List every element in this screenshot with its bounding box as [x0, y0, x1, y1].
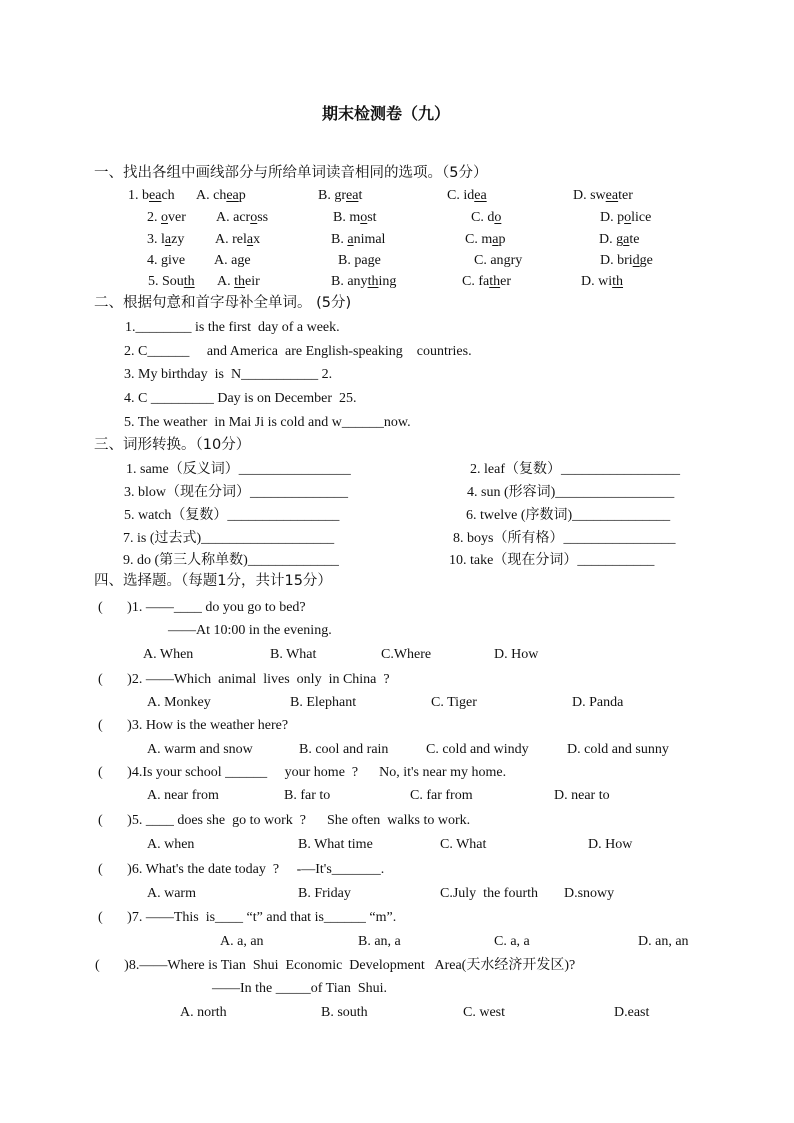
phonics-option: A. age	[214, 253, 251, 268]
underlined-letters: o	[250, 210, 258, 225]
answer-option: A. when	[147, 837, 195, 852]
answer-option: C.July the fourth	[440, 886, 538, 901]
section-2-heading: 二、根据句意和首字母补全单词。 (5分)	[94, 295, 352, 311]
word-form-item: 4. sun (形容词)_________________	[467, 485, 675, 500]
word-form-item: 6. twelve (序数词)______________	[466, 508, 671, 523]
phonics-option: B. page	[338, 253, 381, 268]
underlined-letters: o	[161, 210, 168, 225]
phonics-option: A. across	[216, 210, 269, 225]
underlined-letters: ea	[226, 188, 239, 203]
underlined-letters: o	[360, 210, 368, 225]
answer-option: B. Elephant	[290, 695, 357, 710]
phonics-option: C. idea	[447, 188, 487, 203]
word-form-item: 10. take（现在分词）___________	[449, 553, 655, 568]
word-form-item: 7. is (过去式)___________________	[123, 531, 335, 546]
underlined-letters: g	[503, 253, 511, 268]
phonics-option: A. cheap	[196, 188, 246, 203]
word-form-item: 8. boys（所有格）________________	[453, 531, 676, 546]
answer-option: B. Friday	[298, 886, 351, 901]
underlined-letters: th	[489, 274, 501, 289]
underlined-letters: a	[164, 232, 172, 247]
underlined-letters: a	[246, 232, 254, 247]
answer-option: A. Monkey	[147, 695, 211, 710]
answer-option: A. warm	[147, 886, 196, 901]
phonics-option: C. map	[465, 232, 506, 247]
underlined-letters: ea	[149, 188, 162, 203]
phonics-option: D. gate	[599, 232, 640, 247]
question-stem: ( )6. What's the date today ? -—It's_______.	[98, 862, 385, 877]
answer-option: B. cool and rain	[299, 742, 389, 757]
phonics-option: D. with	[581, 274, 624, 289]
question-stem: ( )8.——Where is Tian Shui Economic Development Area(天水经济开发区)?	[95, 958, 576, 973]
underlined-letters: o	[624, 210, 632, 225]
phonics-option: C. angry	[474, 253, 523, 268]
word-form-item: 2. leaf（复数）_________________	[470, 462, 680, 477]
question-stem: ( )3. How is the weather here?	[98, 718, 289, 733]
underlined-letters: th	[183, 274, 195, 289]
word-form-item: 3. blow（现在分词）______________	[124, 485, 348, 500]
underlined-letters: ea	[605, 188, 619, 203]
underlined-letters: g	[237, 253, 245, 268]
question-stem: ( )2. ——Which animal lives only in China ?	[98, 672, 390, 687]
fill-word-item: 5. The weather in Mai Ji is cold and w______now.	[124, 415, 411, 430]
answer-blank: ___________	[241, 367, 319, 382]
answer-option: C. a, a	[494, 934, 530, 949]
answer-option: C. What	[440, 837, 487, 852]
question-stem-continued: ——At 10:00 in the evening.	[168, 623, 332, 638]
answer-option: B. an, a	[358, 934, 401, 949]
phonics-option: B. anything	[331, 274, 397, 289]
answer-option: B. What time	[298, 837, 373, 852]
phonics-option: C. father	[462, 274, 511, 289]
phonics-option: D. police	[600, 210, 652, 225]
phonics-word: 5. South	[148, 274, 195, 289]
answer-blank: ______	[147, 344, 190, 359]
phonics-option: A. relax	[215, 232, 261, 247]
section-1-heading: 一、找出各组中画线部分与所给单词读音相同的选项。（5分）	[94, 165, 488, 181]
answer-option: C.Where	[381, 647, 432, 662]
phonics-word: 3. lazy	[147, 232, 185, 247]
underlined-letters: g	[161, 253, 168, 268]
answer-option: D. Panda	[572, 695, 624, 710]
phonics-option: B. animal	[331, 232, 386, 247]
underlined-letters: th	[234, 274, 246, 289]
underlined-letters: th	[367, 274, 379, 289]
question-stem: ( )5. ____ does she go to work ? She often walks to work.	[98, 813, 471, 828]
underlined-letters: a	[347, 232, 354, 247]
answer-option: D. cold and sunny	[567, 742, 669, 757]
answer-blank: ________	[135, 320, 192, 335]
page-title: 期末检测卷（九）	[322, 106, 451, 123]
phonics-option: D. bridge	[600, 253, 653, 268]
answer-option: A. When	[143, 647, 194, 662]
phonics-word: 2. over	[147, 210, 186, 225]
phonics-option: D. sweater	[573, 188, 633, 203]
phonics-option: B. great	[318, 188, 363, 203]
underlined-letters: a	[492, 232, 499, 247]
underlined-letters: th	[612, 274, 624, 289]
answer-option: D. an, an	[638, 934, 689, 949]
underlined-letters: d	[632, 253, 640, 268]
answer-option: B. What	[270, 647, 317, 662]
word-form-item: 9. do (第三人称单数)_____________	[123, 553, 339, 568]
answer-option: C. Tiger	[431, 695, 477, 710]
question-stem: ( )1. ——____ do you go to bed?	[98, 600, 306, 615]
answer-blank: ______	[341, 415, 384, 430]
underlined-letters: ea	[346, 188, 359, 203]
underlined-letters: g	[367, 253, 375, 268]
phonics-word: 4. give	[147, 253, 186, 268]
word-form-item: 1. same（反义词）________________	[126, 462, 351, 477]
phonics-option: C. do	[471, 210, 502, 225]
answer-option: B. far to	[284, 788, 331, 803]
underlined-letters: a	[623, 232, 630, 247]
question-stem: ( )7. ——This is____ “t” and that is______ “m”.	[98, 910, 397, 925]
answer-option: D. How	[588, 837, 633, 852]
question-stem-continued: ——In the _____of Tian Shui.	[212, 981, 388, 996]
fill-word-item: 1.________ is the first day of a week.	[125, 320, 340, 335]
underlined-letters: o	[494, 210, 502, 225]
section-4-heading: 四、选择题。（每题1分，共计15分）	[94, 573, 332, 589]
answer-option: C. cold and windy	[426, 742, 529, 757]
answer-option: B. south	[321, 1005, 368, 1020]
answer-option: D.east	[614, 1005, 650, 1020]
answer-option: A. warm and snow	[147, 742, 253, 757]
word-form-item: 5. watch（复数）________________	[124, 508, 340, 523]
answer-option: C. west	[463, 1005, 505, 1020]
answer-option: A. near from	[147, 788, 219, 803]
section-3-heading: 三、词形转换。（10分）	[94, 437, 251, 453]
answer-option: C. far from	[410, 788, 473, 803]
answer-option: A. a, an	[220, 934, 264, 949]
phonics-option: A. their	[217, 274, 260, 289]
question-stem: ( )4.Is your school ______ your home ? No, it's near my home.	[98, 765, 507, 780]
fill-word-item: 4. C _________ Day is on December 25.	[124, 391, 357, 406]
underlined-letters: ea	[474, 188, 487, 203]
phonics-option: B. most	[333, 210, 377, 225]
answer-blank: _________	[150, 391, 214, 406]
answer-option: A. north	[180, 1005, 227, 1020]
answer-option: D. near to	[554, 788, 610, 803]
answer-option: D. How	[494, 647, 539, 662]
answer-option: D.snowy	[564, 886, 615, 901]
fill-word-item: 3. My birthday is N___________ 2.	[124, 367, 333, 382]
phonics-word: 1. beach	[128, 188, 175, 203]
fill-word-item: 2. C______ and America are English-speaking countries.	[124, 344, 472, 359]
